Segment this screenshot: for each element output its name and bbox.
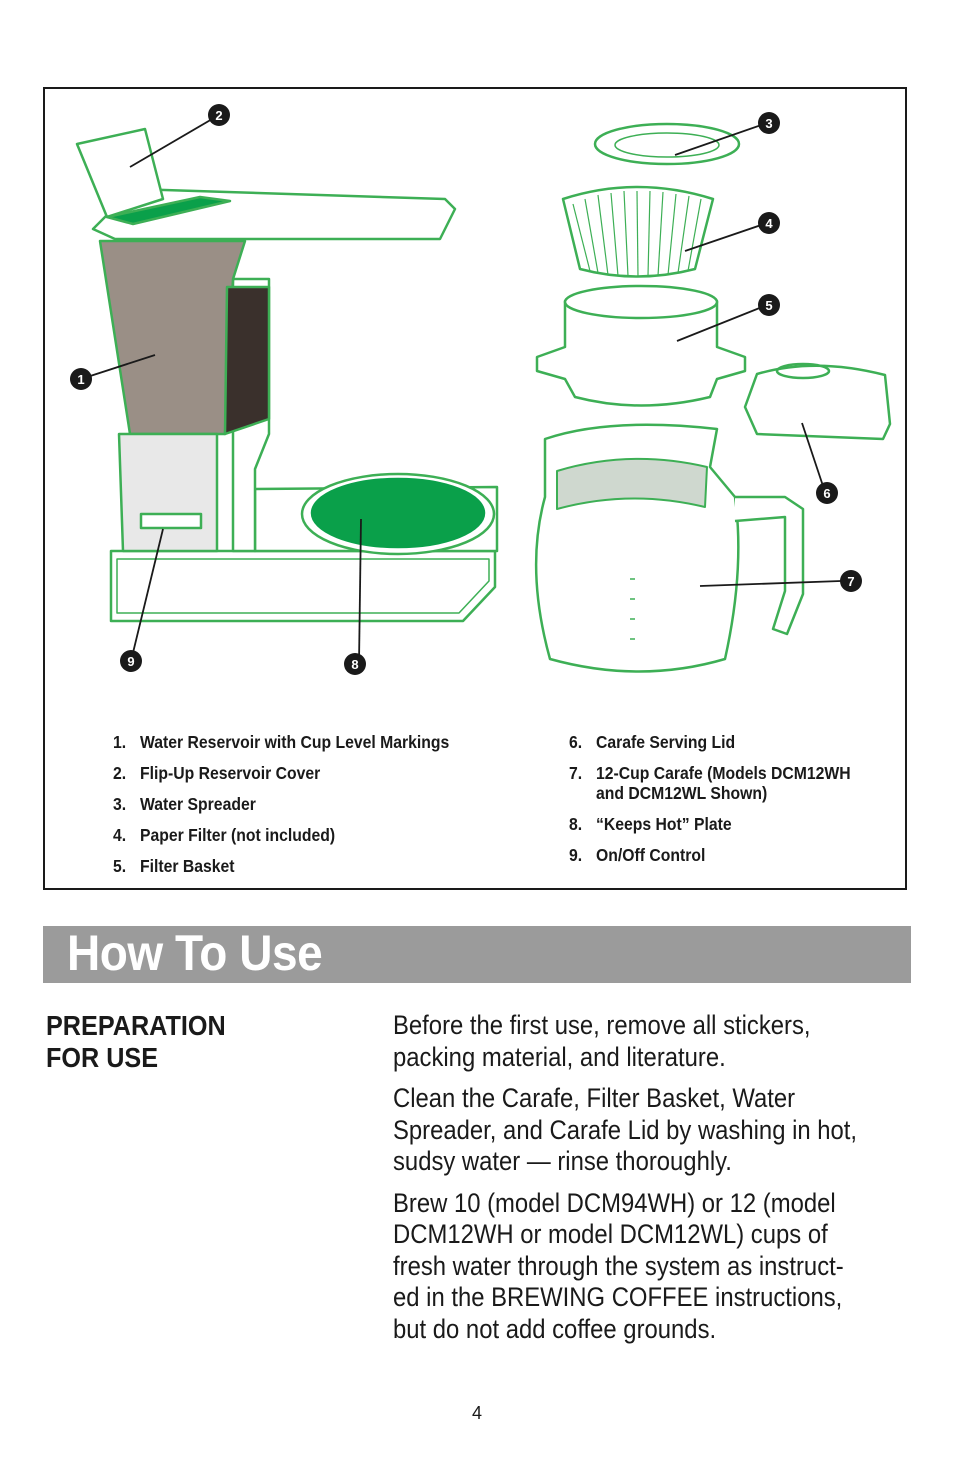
callout-8-label: 8 <box>351 657 359 672</box>
callout-7-label: 7 <box>847 574 855 589</box>
callout-6-label: 6 <box>823 486 831 501</box>
control-panel-outline <box>119 434 217 551</box>
section-banner <box>43 926 911 983</box>
carafe-handle <box>735 497 803 634</box>
callout-3-label: 3 <box>765 116 773 131</box>
reservoir-outline <box>100 241 245 434</box>
callout-4-label: 4 <box>765 216 773 231</box>
flip-cover-outline <box>77 129 163 217</box>
coffeemaker-illustration <box>45 89 909 709</box>
callout-2-label: 2 <box>215 108 223 123</box>
callout-1-label: 1 <box>77 372 85 387</box>
base-outline <box>111 551 495 621</box>
part-item: 1. Water Reservoir with Cup Level Markings <box>113 732 450 752</box>
paragraph: Clean the Carafe, Filter Basket, Water Spreader, and Carafe Lid by washing in hot, sudsy water — rinse thoroughly. <box>393 1083 858 1176</box>
instructions-body <box>393 1010 897 1355</box>
parts-list-left <box>113 732 509 887</box>
part-item: 8. “Keeps Hot” Plate <box>569 814 732 834</box>
part-item: 6. Carafe Serving Lid <box>569 732 736 752</box>
part-item: 2. Flip-Up Reservoir Cover <box>113 763 321 783</box>
parts-diagram-box <box>43 87 907 890</box>
paragraph: Brew 10 (model DCM94WH) or 12 (model DCM12WH or model DCM12WL) cups of fresh water through the system as instruct- ed in the BREWING COFFEE instructions, but do not add coffee grounds. <box>393 1187 844 1344</box>
parts-list-right <box>569 732 893 876</box>
part-item: 5. Filter Basket <box>113 856 235 876</box>
callout-9-label: 9 <box>127 654 135 669</box>
water-spreader <box>595 124 739 164</box>
page-number: 4 <box>471 1403 482 1423</box>
part-item: 9. On/Off Control <box>569 845 706 865</box>
callout-5-label: 5 <box>765 298 773 313</box>
paragraph: Before the first use, remove all stickers, packing material, and literature. <box>393 1010 811 1072</box>
part-item: 3. Water Spreader <box>113 794 256 814</box>
part-item: 4. Paper Filter (not included) <box>113 825 336 845</box>
subsection-heading: PREPARATION FOR USE <box>46 1010 226 1073</box>
section-title: How To Use <box>67 925 323 981</box>
part-item: 7. 12-Cup Carafe (Models DCM12WH and DCM12WL Shown) <box>569 763 851 803</box>
